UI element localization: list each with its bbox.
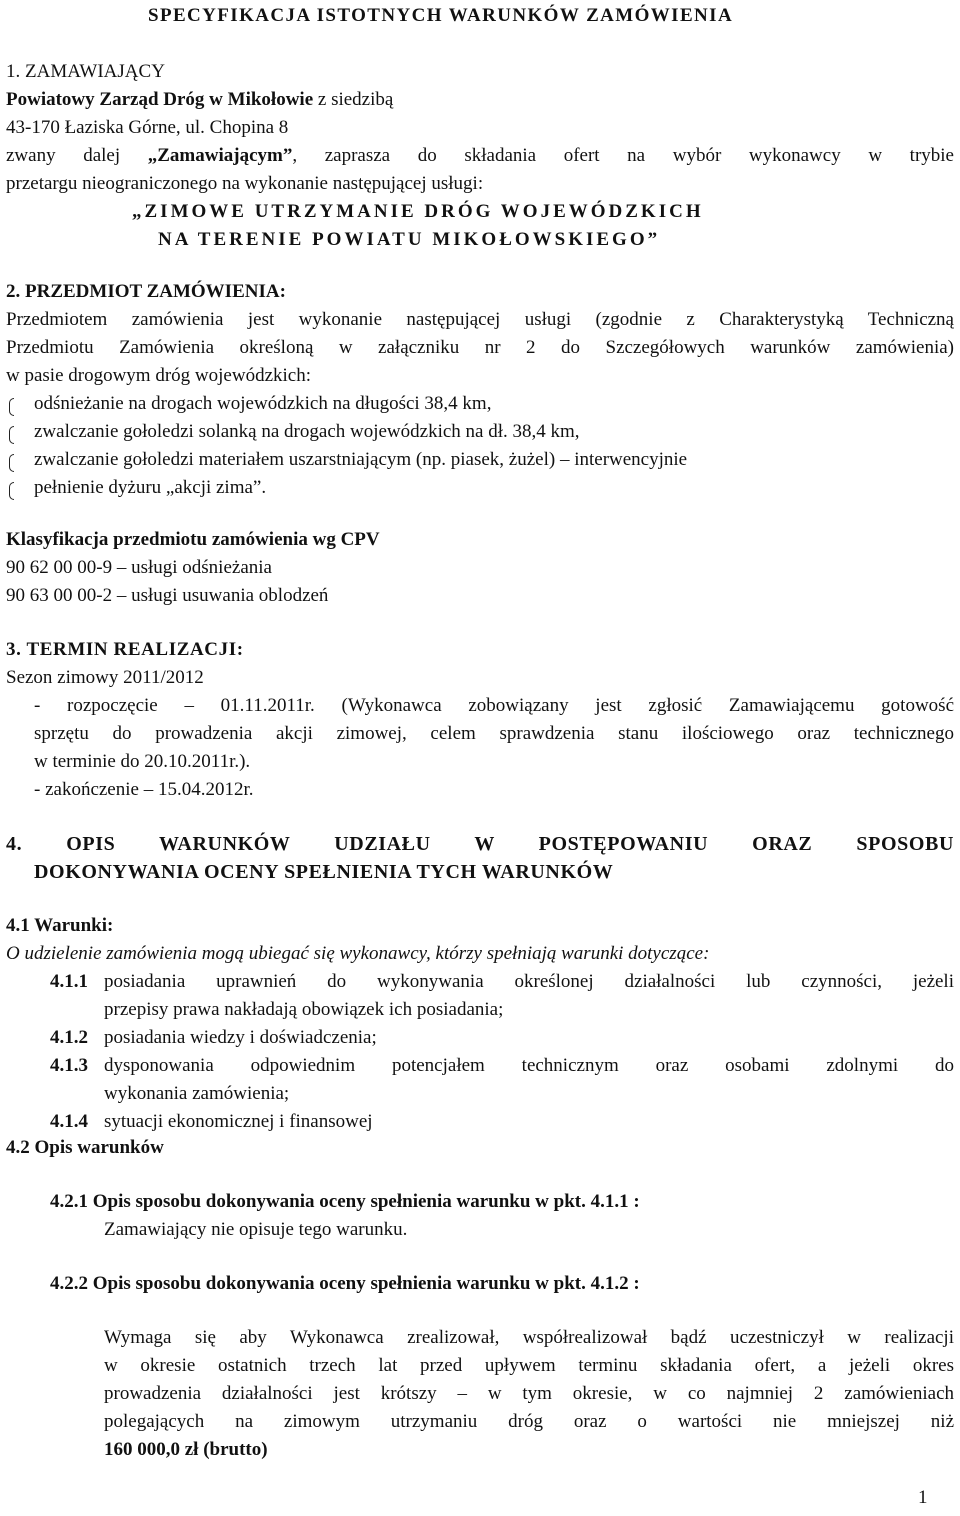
bullet-icon [6,424,16,444]
intro-line-1-c: , zaprasza do składania ofert na wybór wykonawcy w trybie [292,145,954,166]
subsection-4-2-2-line-1: Wymaga się aby Wykonawca zrealizował, współrealizował bądź uczestniczył w realizacji [104,1327,954,1348]
orderer-seat: z siedzibą [313,89,394,110]
condition-4-1-4-text: sytuacji ekonomicznej i finansowej [104,1111,373,1132]
subsection-4-2-1-text: Zamawiający nie opisuje tego warunku. [104,1219,408,1240]
section-4-heading-line-1: 4. OPIS WARUNKÓW UDZIAŁU W POSTĘPOWANIU ORAZ SPOSOBU [6,833,954,855]
condition-number: 4.1.4 [50,1111,88,1132]
subsection-4-2-2-line-2: w okresie ostatnich trzech lat przed upływem terminu składania ofert, a jeżeli okres [104,1355,954,1376]
subject-paragraph-line-1: Przedmiotem zamówienia jest wykonanie następującej usługi (zgodnie z Charakterystyką Techniczną [6,309,954,330]
conditions-heading: 4.1 Warunki: [6,915,114,936]
cpv-code-2: 90 63 00 00-2 – usługi usuwania oblodzeń [6,585,329,606]
page-number: 1 [918,1487,928,1508]
cpv-heading: Klasyfikacja przedmiotu zamówienia wg CPV [6,529,380,550]
start-date-line-2: sprzętu do prowadzenia akcji zimowej, celem sprawdzenia stanu ilościowego oraz technicznego [34,723,954,744]
conditions-intro: O udzielenie zamówienia mogą ubiegać się wykonawcy, którzy spełniają warunki dotyczące: [6,943,710,964]
condition-number: 4.1.1 [50,971,88,992]
service-name-line-1: „ZIMOWE UTRZYMANIE DRÓG WOJEWÓDZKICH [132,201,704,222]
scope-item-4: pełnienie dyżuru „akcji zima”. [34,477,267,498]
condition-number: 4.1.2 [50,1027,88,1048]
section-3-heading: 3. TERMIN REALIZACJI: [6,639,244,660]
subsection-4-2-2-heading: 4.2.2 Opis sposobu dokonywania oceny spełnienia warunku w pkt. 4.1.2 : [50,1273,640,1294]
subject-paragraph-line-2: Przedmiotu Zamówienia określoną w załączniku nr 2 do Szczegółowych warunków zamówienia) [6,337,954,358]
section-2-heading: 2. PRZEDMIOT ZAMÓWIENIA: [6,281,286,302]
bullet-icon [6,452,16,472]
orderer-name-line [6,88,393,112]
condition-4-1-1 [50,970,104,994]
section-1-heading: 1. ZAMAWIAJĄCY [6,61,165,82]
service-name-line-2: NA TERENIE POWIATU MIKOŁOWSKIEGO” [158,229,661,250]
condition-4-1-3-text-2: wykonania zamówienia; [104,1083,290,1104]
intro-line-2: przetargu nieograniczonego na wykonanie następującej usługi: [6,173,484,194]
start-date-line: - rozpoczęcie – 01.11.2011r. (Wykonawca zobowiązany jest zgłosić Zamawiającemu gotowość [34,695,954,716]
condition-4-1-2 [50,1026,104,1050]
subsection-4-2-2-line-4: polegających na zimowym utrzymaniu dróg oraz o wartości nie mniejszej niż [104,1411,954,1432]
condition-number: 4.1.3 [50,1055,88,1076]
condition-4-1-1-text-1: posiadania uprawnień do wykonywania określonej działalności lub czynności, jeżeli [104,971,954,992]
subsection-4-2-1-heading: 4.2.1 Opis sposobu dokonywania oceny spełnienia warunku w pkt. 4.1.1 : [50,1191,640,1212]
intro-line-1 [6,144,954,168]
scope-item-2: zwalczanie gołoledzi solanką na drogach wojewódzkich na dł. 38,4 km, [34,421,580,442]
subject-paragraph-line-3: w pasie drogowym dróg wojewódzkich: [6,365,311,386]
section-4-heading-line-2: DOKONYWANIA OCENY SPEŁNIENIA TYCH WARUNKÓW [34,861,614,883]
subsection-4-2-2-line-3: prowadzenia działalności jest krótszy – w tym okresie, w co najmniej 2 zamówieniach [104,1383,954,1404]
orderer-address: 43-170 Łaziska Górne, ul. Chopina 8 [6,117,289,138]
condition-4-1-3 [50,1054,104,1078]
condition-4-1-1-text-2: przepisy prawa nakładają obowiązek ich posiadania; [104,999,504,1020]
conditions-description-heading: 4.2 Opis warunków [6,1137,164,1158]
document-title: SPECYFIKACJA ISTOTNYCH WARUNKÓW ZAMÓWIENIA [148,5,734,26]
cpv-code-1: 90 62 00 00-9 – usługi odśnieżania [6,557,272,578]
orderer-name: Powiatowy Zarząd Dróg w Mikołowie [6,89,314,110]
condition-4-1-3-text-1: dysponowania odpowiednim potencjałem technicznym oraz osobami zdolnymi do [104,1055,954,1076]
condition-4-1-2-text: posiadania wiedzy i doświadczenia; [104,1027,377,1048]
intro-line-1-a: zwany dalej [6,145,148,166]
scope-item-3: zwalczanie gołoledzi materiałem uszarstniającym (np. piasek, żużel) – interwencyjnie [34,449,688,470]
end-date-line: - zakończenie – 15.04.2012r. [34,779,254,800]
bullet-icon [6,396,16,416]
minimum-contract-value: 160 000,0 zł (brutto) [104,1439,268,1460]
condition-4-1-4 [50,1110,104,1134]
scope-item-1: odśnieżanie na drogach wojewódzkich na długości 38,4 km, [34,393,492,414]
bullet-icon [6,480,16,500]
season: Sezon zimowy 2011/2012 [6,667,204,688]
orderer-alias: „Zamawiającym” [147,145,293,166]
start-date-line-3: w terminie do 20.10.2011r.). [34,751,251,772]
